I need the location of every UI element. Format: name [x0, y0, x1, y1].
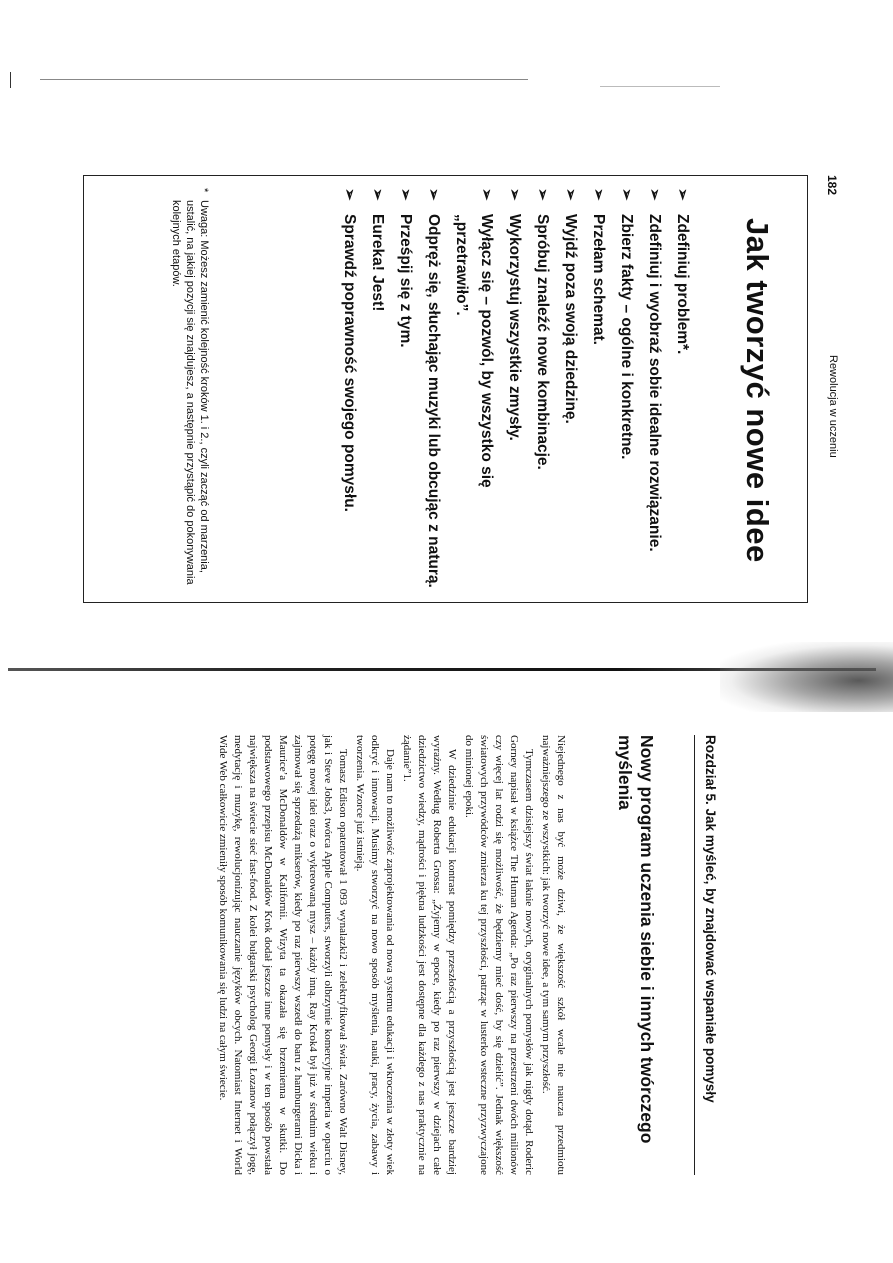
- page-182: [68, 175, 848, 615]
- step-item: [393, 188, 418, 588]
- arrow-bullet-icon: ➢: [397, 188, 414, 201]
- step-text: Wyjdź poza swoją dziedzinę.: [562, 214, 579, 424]
- paragraph: W dziedzinie edukacji kontrast pomiędzy przeszłością a przyszłością jest jeszcze bardziej wyraźny. Według Roberta Grossa: „Żyjemy w epoce, kiedy po raz pierwszy w dziejach całe dziedzictwo wiedzy, mądrości i piękna ludzkości jest dostępne dla każdego z nas praktycznie na żądanie”1.: [401, 735, 458, 1175]
- footnote-asterisk: *: [198, 188, 210, 193]
- arrow-bullet-icon: ➢: [506, 188, 523, 201]
- footnote-text: Uwaga: Możesz zamienić kolejność kroków 1. i 2., czyli zacząć od marzenia, ustalić, na jakiej pozycji się znajdujesz, a następnie przystąpić do pokonywania kolejnych etapów.: [170, 200, 210, 585]
- step-item: [642, 188, 667, 588]
- paragraph: Daje nam to możliwość zaprojektowania od nowa systemu edukacji i wkroczenia w złoty wiek odkryć i innowacji. Musimy stworzyć na nowo sposób myślenia, nauki, pracy, życia, zabawy i tworzenia. Wzorce już istnieją.: [354, 735, 396, 1175]
- page-number: 182: [825, 175, 839, 196]
- step-item: [337, 188, 362, 588]
- step-item: [530, 188, 555, 588]
- step-text: Prześpij się z tym.: [397, 214, 414, 348]
- idea-steps-box: [83, 175, 808, 603]
- arrow-bullet-icon: ➢: [618, 188, 635, 201]
- paragraph: Tomasz Edison opatentował 1 093 wynalazki2 i zelektryfikował świat. Zarówno Walt Disney, jak i Steve Jobs3, twórca Apple Computers, stworzyli olbrzymie komercyjne imperia w oparciu o potęgę nowej idei oraz o wykreowaną mysz – każdy inną. Ray Krok4 był już w średnim wieku i zajmował się sprzedażą mikserów, kiedy po raz pierwszy wszedł do baru z hamburgerami Dicka i Maurice’a McDonaldów w Kalifornii. Wizyta ta okazała się brzemienna w skutki. Do podstawowego przepisu McDonaldów Krok dodał jeszcze inne pomysły i w ten sposób powstała największa na świecie sieć fast-food. Z kolei bułgarski psycholog Georgi Łozanow połączył jogę, medytację i muzykę, rewolucjonizując nauczanie języków obcych. Natomiast Internet i World Wide Web całkowicie zmieniły sposób komunikowania się ludzi na całym świecie.: [217, 735, 349, 1175]
- scan-top-rule-faint: [600, 86, 720, 87]
- body-text: [213, 735, 568, 1175]
- section-title: Nowy program uczenia siebie i innych twórczego myślenia: [615, 735, 657, 1144]
- steps-list: [334, 188, 695, 588]
- step-text: Wyłącz się – pozwól, by wszystko się „przetrawiło”.: [453, 214, 495, 488]
- box-footnote: [169, 188, 211, 595]
- page-183: [68, 735, 718, 1175]
- arrow-bullet-icon: ➢: [562, 188, 579, 201]
- arrow-bullet-icon: ➢: [534, 188, 551, 201]
- step-item: [365, 188, 390, 588]
- scan-top-rule: [40, 79, 528, 80]
- step-text: Sprawdź poprawność swojego pomysłu.: [341, 214, 358, 512]
- step-item: [558, 188, 583, 588]
- arrow-bullet-icon: ➢: [369, 188, 386, 201]
- paragraph: Niejednego z nas być może dziwi, że większość szkół wcale nie naucza przedmiotu najważniejszego ze wszystkich: jak tworzyć nowe idee, a tym samym przyszłość.: [540, 735, 567, 1175]
- scan-edge-mark: [10, 72, 11, 88]
- step-text: Odpręż się, słuchając muzyki lub obcując z naturą.: [425, 214, 442, 588]
- step-item: [502, 188, 527, 588]
- scan-shadow: [720, 642, 893, 712]
- step-item: [421, 188, 446, 588]
- step-text: Zbierz fakty – ogólne i konkretne.: [618, 214, 635, 460]
- step-item: [614, 188, 639, 588]
- step-text: Przełam schemat.: [590, 214, 607, 345]
- arrow-bullet-icon: ➢: [646, 188, 663, 201]
- paragraph: Tymczasem dzisiejszy świat łaknie nowych, oryginalnych pomysłów jak nigdy dotąd. Roderic Gorney napisał w książce The Human Agenda: „Po raz pierwszy na przestrzeni dwóch milionów czy więcej lat rodzi się możliwość, że będziemy mieć dość, by się dzielić”. Jednak większość światowych przywódców zmierza ku tej przyszłości, patrząc w lusterko wsteczne przyzwyczajone do minionej epoki.: [463, 735, 535, 1175]
- arrow-bullet-icon: ➢: [590, 188, 607, 201]
- arrow-bullet-icon: ➢: [425, 188, 442, 201]
- chapter-heading: Rozdział 5. Jak myśleć, by znajdować wspaniałe pomysły: [694, 735, 718, 1175]
- step-text: Zdefiniuj problem*.: [674, 214, 691, 355]
- step-text: Wykorzystuj wszystkie zmysły.: [506, 214, 523, 441]
- step-text: Spróbuj znaleźć nowe kombinacje.: [534, 214, 551, 470]
- step-item: [586, 188, 611, 588]
- running-title: Rewolucja w uczeniu: [827, 355, 839, 458]
- step-text: Zdefiniuj i wyobraź sobie idealne rozwiązanie.: [646, 214, 663, 552]
- step-item: [449, 188, 499, 588]
- step-item: [670, 188, 695, 588]
- box-title: Jak tworzyć nowe idee: [740, 218, 775, 563]
- arrow-bullet-icon: ➢: [674, 188, 691, 201]
- step-text: Eureka! Jest!: [369, 214, 386, 312]
- arrow-bullet-icon: ➢: [478, 188, 495, 201]
- arrow-bullet-icon: ➢: [341, 188, 358, 201]
- running-head: [818, 175, 848, 615]
